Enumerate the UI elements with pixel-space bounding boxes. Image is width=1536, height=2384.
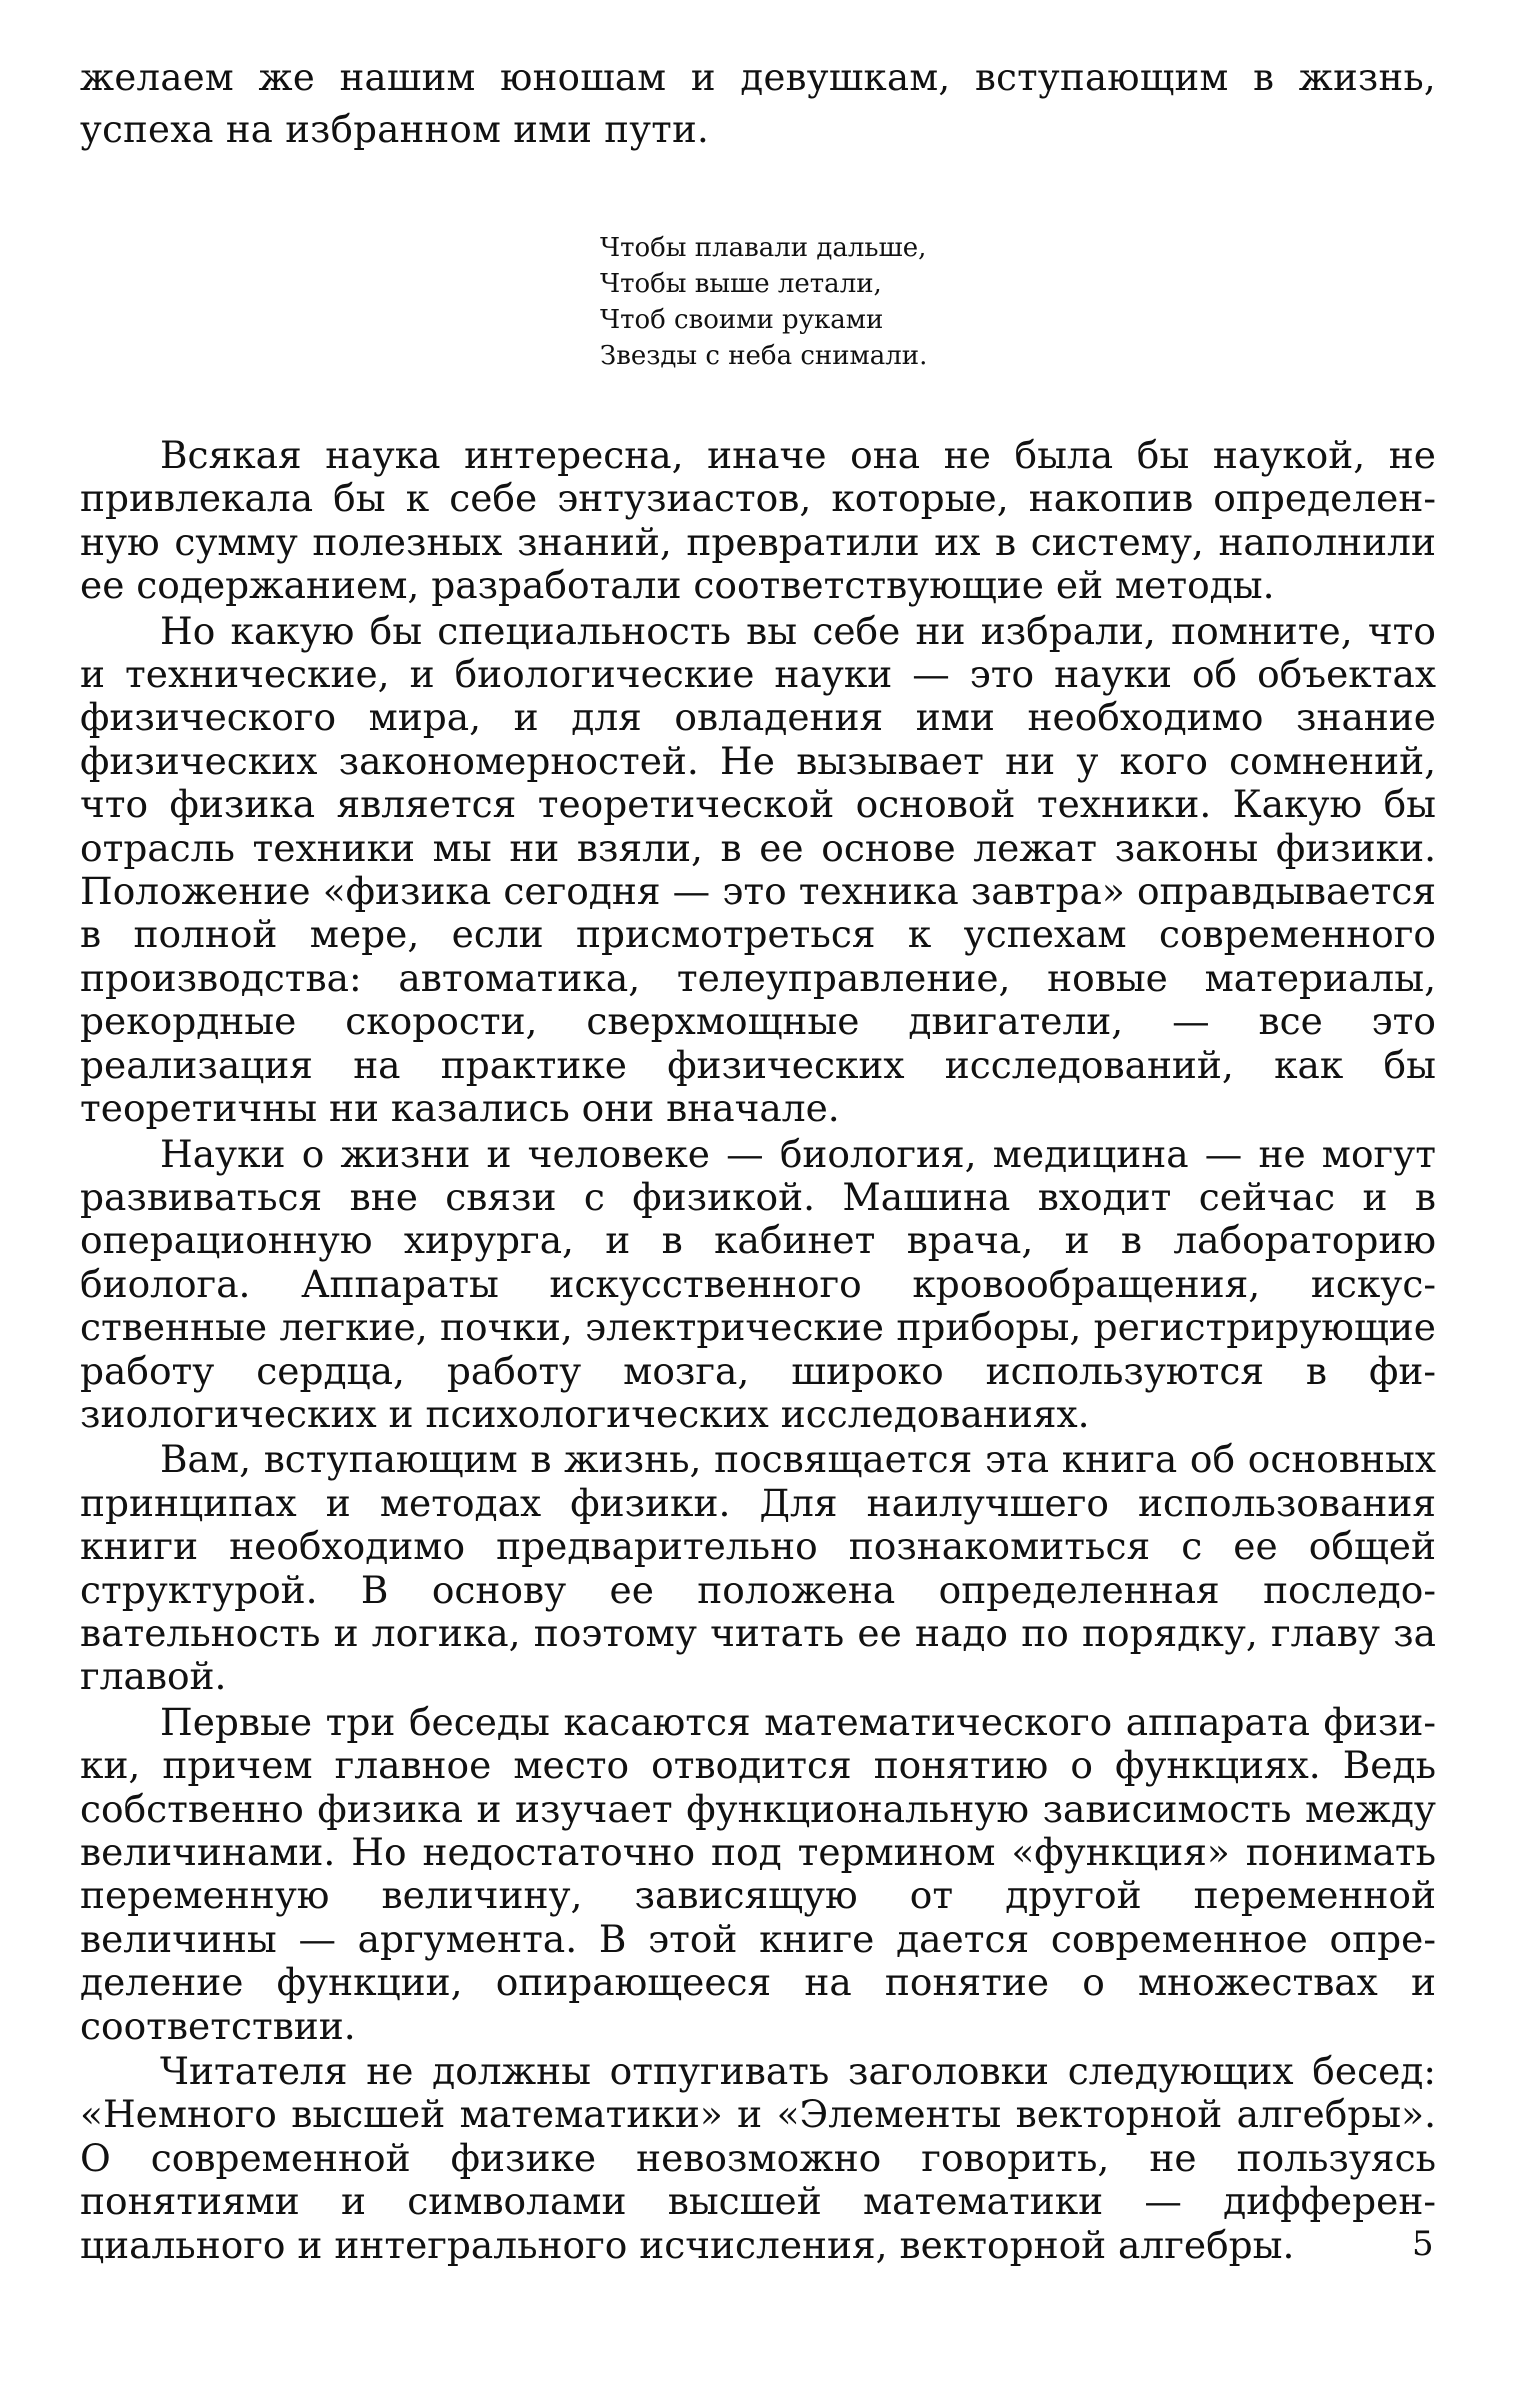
paragraph: Вам, вступающим в жизнь, посвящается эта книга об основных принципах и методах физики. Для наилучшего использования книги необходимо предварительно познакомиться с ее общей структурой. В основу ее положена определенная последовательность и логика, поэтому читать ее надо по порядку, главу за главой.: [80, 1437, 1436, 1699]
page-content: [80, 52, 1436, 2269]
epigraph-line: Звезды с неба снимали.: [600, 341, 928, 371]
epigraph: [600, 230, 1436, 374]
paragraph: Первые три беседы касаются математического аппарата физики, причем главное место отводится понятию о функциях. Ведь собственно физика и изучает функциональную зависимость между величинами. Но недостаточно под термином «функция» понимать переменную величину, зависящую от другой переменной величины — аргумента. В этой книге дается современное определение функции, опирающееся на понятие о множествах и соответствии.: [80, 1699, 1436, 2048]
epigraph-line: Чтоб своими руками: [600, 305, 884, 335]
paragraph: Но какую бы специальность вы себе ни избрали, помните, что и технические, и биологические науки — это науки об объектах физического мира, и для овладения ими необходимо знание физических закономерностей. Не вызывает ни у кого сомнений, что физика является теоретической основой техники. Какую бы отрасль техники мы ни взяли, в ее основе лежат законы физики. Положение «физика сегодня — это техника завтра» оправдывается в полной мере, если присмотреться к успехам современного производства: автоматика, телеуправление, новые материалы, рекордные скорости, сверхмощные двигатели, — все это реализация на практике физических исследований, как бы теоретичны ни казались они вначале.: [80, 608, 1436, 1131]
paragraph: Читателя не должны отпугивать заголовки следующих бесед: «Немного высшей математики» и «Элементы векторной алгебры». О современной физике невозможно говорить, не пользуясь понятиями и символами высшей математики — дифференциального и интегрального исчисления, векторной алгебры.: [80, 2049, 1436, 2267]
paragraph: Всякая наука интересна, иначе она не была бы наукой, не привлекала бы к себе энтузиастов, которые, накопив определенную сумму полезных знаний, превратили их в систему, наполнили ее содержанием, разработали соответствующие ей методы.: [80, 433, 1436, 608]
page-number: 5: [1412, 2224, 1434, 2264]
lead-text: желаем же нашим юношам и девушкам, вступающим в жизнь, успеха на избранном ими пути.: [80, 56, 1436, 151]
epigraph-line: Чтобы выше летали,: [600, 269, 882, 299]
paragraph: Науки о жизни и человеке — биология, медицина — не могут развиваться вне связи с физикой. Машина входит сейчас и в операционную хирурга, и в кабинет врача, и в лабораторию биолога. Аппараты искусственного кровообращения, искусственные легкие, почки, электрические приборы, регистрирующие работу сердца, работу мозга, широко используются в физиологических и психологических исследованиях.: [80, 1131, 1436, 1436]
epigraph-line: Чтобы плавали дальше,: [600, 233, 927, 263]
body-text: [80, 434, 1436, 2267]
